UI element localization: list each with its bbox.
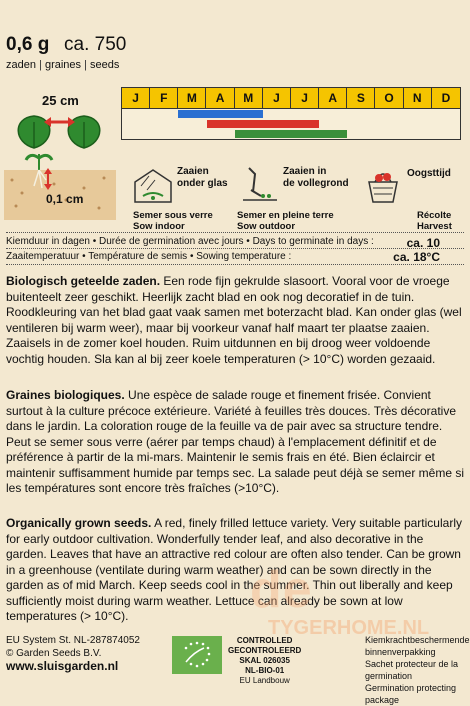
control-body-info: CONTROLLED GECONTROLEERD SKAL 026035 NL-BIO-01 EU Landbouw — [228, 636, 302, 685]
sow-indoor-sub: Semer sous verre Sow indoor — [133, 210, 213, 232]
harvest-legend — [363, 162, 463, 209]
month-2: F — [150, 88, 178, 108]
month-10: O — [375, 88, 403, 108]
month-1: J — [122, 88, 150, 108]
month-header — [121, 87, 461, 109]
month-4: A — [206, 88, 234, 108]
seed-count: ca. 750 — [64, 34, 127, 55]
harvest-basket-icon — [363, 162, 403, 204]
description-en-body: A red, finely frilled lettuce variety. Very suitable particularly for early outdoor cultivation. Wonderfully tender leaf, and also decorative in the garden. Leaves that have an attractive red colour are often also tender. Can be grown in a greenhouse (ventilate during warm weather) and can be sown directly in the garden as of mid March. Keep seeds cool in the summer. Thin out liberally and keep sufficiently moist during warm weather. Lettuce can already be sown at low temperatures (> 10°C). — [6, 516, 462, 623]
plant-spacing-label: 25 cm — [42, 93, 79, 108]
calendar-row-harvest — [121, 129, 461, 140]
description-nl — [6, 274, 464, 367]
sow-outdoor-sub: Semer en pleine terre Sow outdoor — [237, 210, 334, 232]
sowing-calendar — [121, 87, 461, 230]
month-9: S — [347, 88, 375, 108]
germination-label: Kiemduur in dagen • Durée de germination avec jours • Days to germinate in days : — [6, 236, 374, 247]
description-fr — [6, 388, 464, 497]
description-fr-title: Graines biologiques. — [6, 388, 125, 402]
month-6: J — [263, 88, 291, 108]
description-en-title: Organically grown seeds. — [6, 516, 152, 530]
eu-system-code: EU System St. NL-287874052 — [6, 635, 140, 646]
month-11: N — [404, 88, 432, 108]
seed-unit-fr: graines — [44, 59, 82, 71]
seed-unit-en: seeds — [90, 59, 120, 71]
harvest-bar — [235, 130, 348, 138]
seed-weight: 0,6 g — [6, 34, 50, 55]
website-link[interactable]: www.sluisgarden.nl — [6, 659, 119, 673]
description-en — [6, 516, 464, 625]
sow-indoor-legend — [133, 162, 243, 209]
sowing-depth-label: 0,1 cm — [46, 192, 84, 206]
sow-outdoor-legend — [239, 162, 359, 209]
seed-unit-nl: zaden — [6, 59, 36, 71]
description-nl-title: Biologisch geteelde zaden. — [6, 274, 161, 288]
calendar-row-indoor — [121, 109, 461, 119]
calendar-row-outdoor — [121, 119, 461, 129]
harvest-sub: Récolte Harvest — [417, 210, 452, 232]
month-5: M — [235, 88, 263, 108]
month-8: A — [319, 88, 347, 108]
package-info: Kiemkrachtbeschermende binnenverpakking Sachet protecteur de la germination Germination protecting package — [365, 635, 470, 705]
copyright: © Garden Seeds B.V. — [6, 648, 102, 659]
month-12: D — [441, 91, 451, 105]
indoor-sowing-bar — [178, 110, 263, 118]
month-3: M — [178, 88, 206, 108]
sow-outdoor-title: Zaaien in de vollegrond — [283, 166, 349, 189]
sow-outdoor-icon — [239, 162, 279, 204]
sow-indoor-title: Zaaien onder glas — [177, 166, 228, 189]
watermark-site: TYGERHOME.NL — [268, 617, 430, 639]
seed-unit-labels: zaden | graines | seeds — [6, 59, 120, 71]
month-7: J — [291, 88, 319, 108]
outdoor-sowing-bar — [207, 120, 320, 128]
watermark-logo: de — [250, 561, 313, 619]
temperature-label: Zaaitemperatuur • Température de semis • Sowing temperature : — [6, 251, 292, 262]
eu-organic-logo-icon — [172, 636, 222, 674]
temperature-value: ca. 18°C — [393, 250, 440, 264]
harvest-title: Oogsttijd — [407, 168, 451, 179]
description-fr-body: Une espèce de salade rouge et finement frisée. Convient surtout à la culture précoce extérieure. Variété à feuilles très douces. Très décorative dans le jardin. La coloration rouge de la feuille va de pair avec sa structure tendre. Peut se semer sous verre (aérer par temps chaud) à l'emplacement définitif et de préférence à partir de la mi-mars. Maintenir le semis frais en été. Bien éclaircir et maintenir suffisamment humide par temps sec. La salade peut déjà se semer même si les températures sont encore très fraîches (>10°C). — [6, 388, 464, 495]
description-nl-body: Een rode fijn gekrulde slasoort. Vooral voor de vroege buitenteelt zeer geschikt. Heerlijk zacht blad en ook nog decoratief in de tuin. Roodkleuring van het blad gaat vaak samen met boterzacht blad. Kan onder glas (wel ventileren bij warm weer), maar bij voorkeur vanaf half maart ter plaatse zaaien. Zaaisels in de zomer koel houden. Ruim uitdunnen en bij droog weer voldoende vochtig houden. Sla kan al bij zeer koele temperaturen (> 10°C) worden gezaaid. — [6, 274, 462, 366]
sow-indoor-icon — [133, 162, 173, 204]
germination-value: ca. 10 — [406, 236, 440, 250]
planting-diagram — [4, 108, 116, 228]
